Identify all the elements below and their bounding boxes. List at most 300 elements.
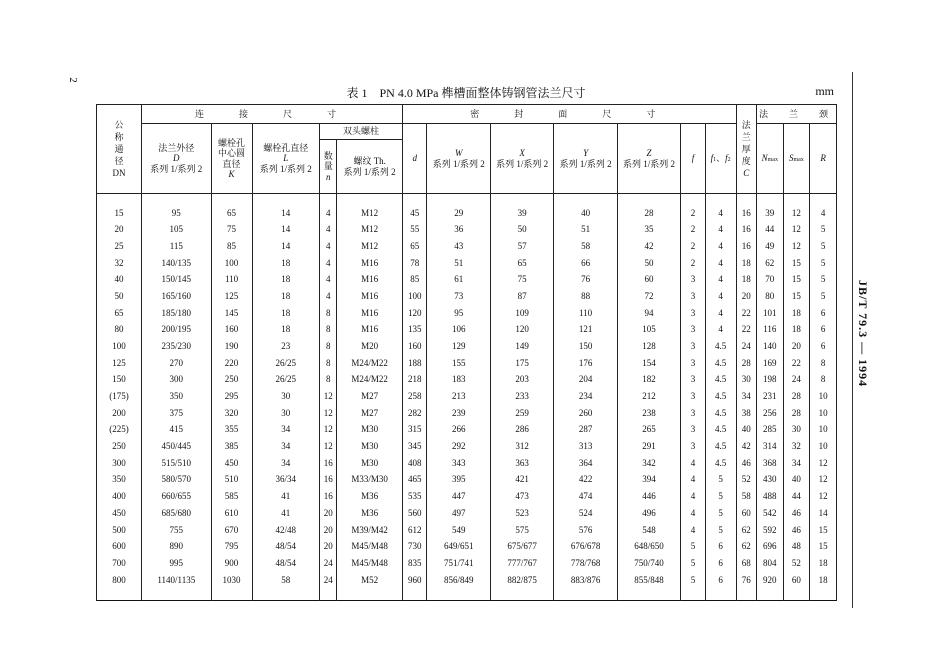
table-cell: M16 [337, 321, 403, 338]
table-cell: 80 [97, 321, 142, 338]
table-cell: 32 [97, 254, 142, 271]
table-cell: 155 [427, 355, 490, 372]
table-cell: 213 [427, 388, 490, 405]
table-cell: M12 [337, 221, 403, 238]
header-s-max: Smax [783, 124, 810, 194]
table-cell: 4.5 [705, 438, 736, 455]
table-cell: M30 [337, 438, 403, 455]
table-cell: 39 [756, 194, 783, 222]
table-cell: M20 [337, 338, 403, 355]
table-cell: 2 [681, 194, 706, 222]
table-cell: 12 [810, 471, 837, 488]
table-cell: 3 [681, 355, 706, 372]
table-cell: 1030 [211, 571, 252, 600]
table-cell: 34 [252, 455, 320, 472]
table-row [97, 538, 837, 555]
table-cell: 350 [97, 471, 142, 488]
table-cell: 2 [681, 238, 706, 255]
table-cell: 40 [736, 421, 756, 438]
table-cell: 149 [490, 338, 553, 355]
table-cell: 60 [783, 571, 810, 600]
table-cell: 176 [554, 355, 617, 372]
table-cell: 30 [736, 371, 756, 388]
table-cell: 61 [427, 271, 490, 288]
table-cell: 20 [97, 221, 142, 238]
table-cell: 58 [736, 488, 756, 505]
table-cell: 4 [705, 194, 736, 222]
table-cell: M12 [337, 238, 403, 255]
table-cell: 18 [783, 321, 810, 338]
table-cell: 342 [617, 455, 680, 472]
table-cell: M24/M22 [337, 371, 403, 388]
table-row [97, 405, 837, 422]
table-cell: 28 [736, 355, 756, 372]
header-flange-od: 法兰外径 D 系列 1/系列 2 [142, 124, 212, 194]
table-row [97, 438, 837, 455]
table-cell: 18 [736, 254, 756, 271]
table-cell: 105 [617, 321, 680, 338]
table-cell: 282 [402, 405, 427, 422]
table-row [97, 505, 837, 522]
table-cell: M24/M22 [337, 355, 403, 372]
table-row [97, 271, 837, 288]
table-cell: 231 [756, 388, 783, 405]
table-cell: 43 [427, 238, 490, 255]
table-cell: 4.5 [705, 405, 736, 422]
table-cell: 3 [681, 388, 706, 405]
flange-dimension-table [96, 104, 837, 601]
table-cell: 446 [617, 488, 680, 505]
table-row [97, 488, 837, 505]
table-row [97, 388, 837, 405]
table-cell: 28 [783, 388, 810, 405]
table-cell: 3 [681, 321, 706, 338]
table-cell: 14 [810, 505, 837, 522]
table-cell: 49 [756, 238, 783, 255]
table-cell: 12 [320, 438, 337, 455]
header-f1-f2: f1、f2 [705, 124, 736, 194]
table-cell: 3 [681, 421, 706, 438]
table-cell: 24 [320, 555, 337, 572]
table-cell: 2 [681, 254, 706, 271]
table-cell: 3 [681, 438, 706, 455]
table-cell: 100 [97, 338, 142, 355]
table-cell: 26/25 [252, 371, 320, 388]
table-cell: 140 [756, 338, 783, 355]
table-cell: 18 [252, 254, 320, 271]
table-cell: 750/740 [617, 555, 680, 572]
table-title: 表 1 PN 4.0 MPa 榫槽面整体铸钢管法兰尺寸 [346, 86, 586, 100]
table-cell: 40 [97, 271, 142, 288]
table-cell: 256 [756, 405, 783, 422]
table-cell: 4 [810, 194, 837, 222]
header-connection-group: 连 接 尺 寸 [142, 105, 403, 124]
table-row [97, 238, 837, 255]
table-cell: 57 [490, 238, 553, 255]
table-cell: 26/25 [252, 355, 320, 372]
table-cell: 4 [705, 221, 736, 238]
table-cell: 258 [402, 388, 427, 405]
table-cell: 175 [490, 355, 553, 372]
table-cell: 5 [681, 571, 706, 600]
table-cell: 6 [705, 555, 736, 572]
table-cell: 62 [736, 538, 756, 555]
table-cell: 34 [783, 455, 810, 472]
table-cell: 30 [252, 405, 320, 422]
table-cell: 430 [756, 471, 783, 488]
table-cell: M45/M48 [337, 538, 403, 555]
table-cell: 8 [320, 371, 337, 388]
table-cell: 500 [97, 521, 142, 538]
header-R: R [810, 124, 837, 194]
table-cell: 20 [320, 538, 337, 555]
table-cell: 285 [756, 421, 783, 438]
table-cell: 450 [97, 505, 142, 522]
table-cell: M52 [337, 571, 403, 600]
table-cell: 65 [211, 194, 252, 222]
table-cell: 510 [211, 471, 252, 488]
table-cell: 364 [554, 455, 617, 472]
table-cell: 125 [97, 355, 142, 372]
table-row [97, 355, 837, 372]
table-cell: 88 [554, 288, 617, 305]
table-cell: 24 [736, 338, 756, 355]
table-cell: 585 [211, 488, 252, 505]
table-cell: 14 [252, 194, 320, 222]
table-cell: 87 [490, 288, 553, 305]
table-cell: 20 [320, 505, 337, 522]
table-cell: 995 [142, 555, 212, 572]
table-cell: 4 [320, 254, 337, 271]
table-cell: 76 [736, 571, 756, 600]
table-cell: 65 [402, 238, 427, 255]
table-cell: 24 [320, 571, 337, 600]
table-cell: M39/M42 [337, 521, 403, 538]
table-cell: 218 [402, 371, 427, 388]
table-cell: 535 [402, 488, 427, 505]
table-cell: 80 [756, 288, 783, 305]
table-cell: 5 [705, 505, 736, 522]
table-row [97, 194, 837, 222]
table-cell: 16 [320, 488, 337, 505]
table-cell: 48/54 [252, 555, 320, 572]
table-caption [96, 84, 836, 100]
table-cell: 12 [320, 405, 337, 422]
table-cell: 12 [320, 388, 337, 405]
table-cell: 198 [756, 371, 783, 388]
table-cell: 515/510 [142, 455, 212, 472]
table-cell: 5 [705, 521, 736, 538]
table-cell: 250 [211, 371, 252, 388]
table-cell: M33/M30 [337, 471, 403, 488]
table-cell: 450 [211, 455, 252, 472]
table-cell: 6 [705, 571, 736, 600]
table-cell: 36 [427, 221, 490, 238]
table-cell: 235/230 [142, 338, 212, 355]
table-cell: M36 [337, 488, 403, 505]
table-cell: 160 [211, 321, 252, 338]
table-cell: 135 [402, 321, 427, 338]
table-cell: 95 [142, 194, 212, 222]
table-cell: 560 [402, 505, 427, 522]
header-thread: 螺纹 Th. 系列 1/系列 2 [337, 140, 403, 194]
header-W: W 系列 1/系列 2 [427, 124, 490, 194]
table-cell: 30 [783, 421, 810, 438]
table-cell: 266 [427, 421, 490, 438]
table-cell: 4.5 [705, 355, 736, 372]
table-cell: 36/34 [252, 471, 320, 488]
table-cell: 38 [736, 405, 756, 422]
table-cell: 34 [252, 438, 320, 455]
table-cell: 23 [252, 338, 320, 355]
table-cell: 29 [427, 194, 490, 222]
header-d: d [402, 124, 427, 194]
table-cell: 20 [783, 338, 810, 355]
table-body [97, 194, 837, 601]
table-cell: 42/48 [252, 521, 320, 538]
table-cell: 32 [783, 438, 810, 455]
table-cell: 12 [783, 194, 810, 222]
table-cell: 395 [427, 471, 490, 488]
table-cell: 295 [211, 388, 252, 405]
table-cell: 15 [810, 538, 837, 555]
table-cell: 121 [554, 321, 617, 338]
header-Z: Z 系列 1/系列 2 [617, 124, 680, 194]
table-cell: 39 [490, 194, 553, 222]
table-cell: 960 [402, 571, 427, 600]
table-cell: 14 [252, 238, 320, 255]
table-cell: 6 [810, 321, 837, 338]
table-cell: 542 [756, 505, 783, 522]
unit-label: mm [815, 84, 834, 98]
table-cell: 22 [736, 321, 756, 338]
table-cell: 15 [783, 254, 810, 271]
table-cell: 855/848 [617, 571, 680, 600]
table-cell: 116 [756, 321, 783, 338]
table-cell: 22 [736, 304, 756, 321]
table-cell: 400 [97, 488, 142, 505]
table-cell: 30 [252, 388, 320, 405]
table-cell: 8 [320, 338, 337, 355]
table-cell: M16 [337, 271, 403, 288]
table-row [97, 338, 837, 355]
table-cell: 48 [783, 538, 810, 555]
table-cell: 16 [736, 194, 756, 222]
table-cell: 18 [810, 555, 837, 572]
table-cell: 105 [142, 221, 212, 238]
table-cell: 50 [490, 221, 553, 238]
table-cell: 212 [617, 388, 680, 405]
table-cell: 3 [681, 288, 706, 305]
table-cell: 375 [142, 405, 212, 422]
table-cell: 250 [97, 438, 142, 455]
table-cell: 4 [705, 321, 736, 338]
table-cell: 882/875 [490, 571, 553, 600]
table-cell: 42 [736, 438, 756, 455]
table-cell: 85 [402, 271, 427, 288]
table-cell: 300 [97, 455, 142, 472]
table-cell: 190 [211, 338, 252, 355]
table-cell: 286 [490, 421, 553, 438]
table-cell: 10 [810, 388, 837, 405]
table-cell: 4 [320, 221, 337, 238]
table-cell: 45 [402, 194, 427, 222]
table-cell: 465 [402, 471, 427, 488]
table-cell: 12 [783, 221, 810, 238]
table-cell: 5 [810, 254, 837, 271]
table-cell: 3 [681, 371, 706, 388]
table-cell: 101 [756, 304, 783, 321]
header-flange-thickness: 法 兰 厚 度 C [736, 105, 756, 194]
table-cell: 548 [617, 521, 680, 538]
table-cell: 150/145 [142, 271, 212, 288]
table-row [97, 421, 837, 438]
header-Y: Y 系列 1/系列 2 [554, 124, 617, 194]
table-cell: 18 [252, 304, 320, 321]
table-row [97, 371, 837, 388]
table-cell: 72 [617, 288, 680, 305]
table-cell: 154 [617, 355, 680, 372]
table-cell: 6 [810, 304, 837, 321]
table-cell: 576 [554, 521, 617, 538]
table-cell: 51 [427, 254, 490, 271]
table-cell: 8 [810, 355, 837, 372]
table-cell: 345 [402, 438, 427, 455]
table-cell: M16 [337, 288, 403, 305]
table-cell: 34 [736, 388, 756, 405]
table-cell: 160 [402, 338, 427, 355]
table-cell: 182 [617, 371, 680, 388]
table-cell: 12 [783, 238, 810, 255]
table-cell: 115 [142, 238, 212, 255]
table-cell: 5 [681, 538, 706, 555]
table-cell: 120 [490, 321, 553, 338]
table-cell: M30 [337, 421, 403, 438]
table-cell: 24 [783, 371, 810, 388]
table-row [97, 455, 837, 472]
table-cell: 314 [756, 438, 783, 455]
table-cell: 183 [427, 371, 490, 388]
table-cell: 73 [427, 288, 490, 305]
table-cell: 18 [783, 304, 810, 321]
table-cell: 20 [320, 521, 337, 538]
table-cell: 676/678 [554, 538, 617, 555]
table-cell: 85 [211, 238, 252, 255]
table-cell: 675/677 [490, 538, 553, 555]
table-cell: 5 [705, 471, 736, 488]
table-cell: 700 [97, 555, 142, 572]
table-cell: 185/180 [142, 304, 212, 321]
table-cell: 100 [402, 288, 427, 305]
table-cell: 6 [810, 338, 837, 355]
table-cell: 234 [554, 388, 617, 405]
table-cell: 22 [783, 355, 810, 372]
table-cell: 62 [756, 254, 783, 271]
table-cell: 60 [617, 271, 680, 288]
table-cell: 4 [320, 288, 337, 305]
table-cell: 109 [490, 304, 553, 321]
table-cell: 100 [211, 254, 252, 271]
table-cell: 20 [736, 288, 756, 305]
table-cell: 648/650 [617, 538, 680, 555]
table-cell: M27 [337, 388, 403, 405]
table-cell: 320 [211, 405, 252, 422]
table-cell: 4.5 [705, 371, 736, 388]
table-cell: 65 [490, 254, 553, 271]
table-cell: 3 [681, 405, 706, 422]
table-cell: 4.5 [705, 421, 736, 438]
header-stud-bolt-group: 双头螺柱 [320, 124, 403, 140]
table-cell: 76 [554, 271, 617, 288]
table-cell: 28 [617, 194, 680, 222]
table-cell: 856/849 [427, 571, 490, 600]
table-cell: 1140/1135 [142, 571, 212, 600]
table-cell: 150 [97, 371, 142, 388]
table-cell: 110 [211, 271, 252, 288]
table-cell: 94 [617, 304, 680, 321]
table-cell: 233 [490, 388, 553, 405]
table-cell: 16 [320, 455, 337, 472]
table-cell: 62 [736, 521, 756, 538]
table-cell: 14 [252, 221, 320, 238]
table-cell: 15 [97, 194, 142, 222]
table-cell: 41 [252, 505, 320, 522]
table-cell: 48/54 [252, 538, 320, 555]
table-row [97, 304, 837, 321]
table-cell: 28 [783, 405, 810, 422]
table-cell: 4 [681, 488, 706, 505]
margin-rule [852, 72, 853, 608]
table-cell: 497 [427, 505, 490, 522]
table-cell: 18 [736, 271, 756, 288]
table-cell: 58 [554, 238, 617, 255]
table-cell: 65 [97, 304, 142, 321]
table-cell: 16 [320, 471, 337, 488]
table-cell: 220 [211, 355, 252, 372]
table-cell: (175) [97, 388, 142, 405]
header-f: f [681, 124, 706, 194]
table-cell: 4.5 [705, 388, 736, 405]
table-cell: 523 [490, 505, 553, 522]
table-cell: 368 [756, 455, 783, 472]
table-cell: 385 [211, 438, 252, 455]
table-cell: 287 [554, 421, 617, 438]
table-cell: 44 [783, 488, 810, 505]
table-cell: 920 [756, 571, 783, 600]
table-cell: 12 [320, 421, 337, 438]
table-cell: (225) [97, 421, 142, 438]
header-bolt-hole: 螺栓孔直径 L 系列 1/系列 2 [252, 124, 320, 194]
table-row [97, 521, 837, 538]
table-cell: 42 [617, 238, 680, 255]
table-row [97, 471, 837, 488]
table-cell: 6 [705, 538, 736, 555]
table-cell: 415 [142, 421, 212, 438]
table-cell: 10 [810, 405, 837, 422]
table-cell: 165/160 [142, 288, 212, 305]
table-cell: 4 [681, 505, 706, 522]
table-cell: 34 [252, 421, 320, 438]
table-cell: 15 [783, 288, 810, 305]
table-cell: 4 [320, 194, 337, 222]
table-cell: 394 [617, 471, 680, 488]
table-cell: 610 [211, 505, 252, 522]
table-cell: 41 [252, 488, 320, 505]
table-cell: 900 [211, 555, 252, 572]
table-cell: 140/135 [142, 254, 212, 271]
table-cell: 18 [252, 288, 320, 305]
table-cell: 350 [142, 388, 212, 405]
